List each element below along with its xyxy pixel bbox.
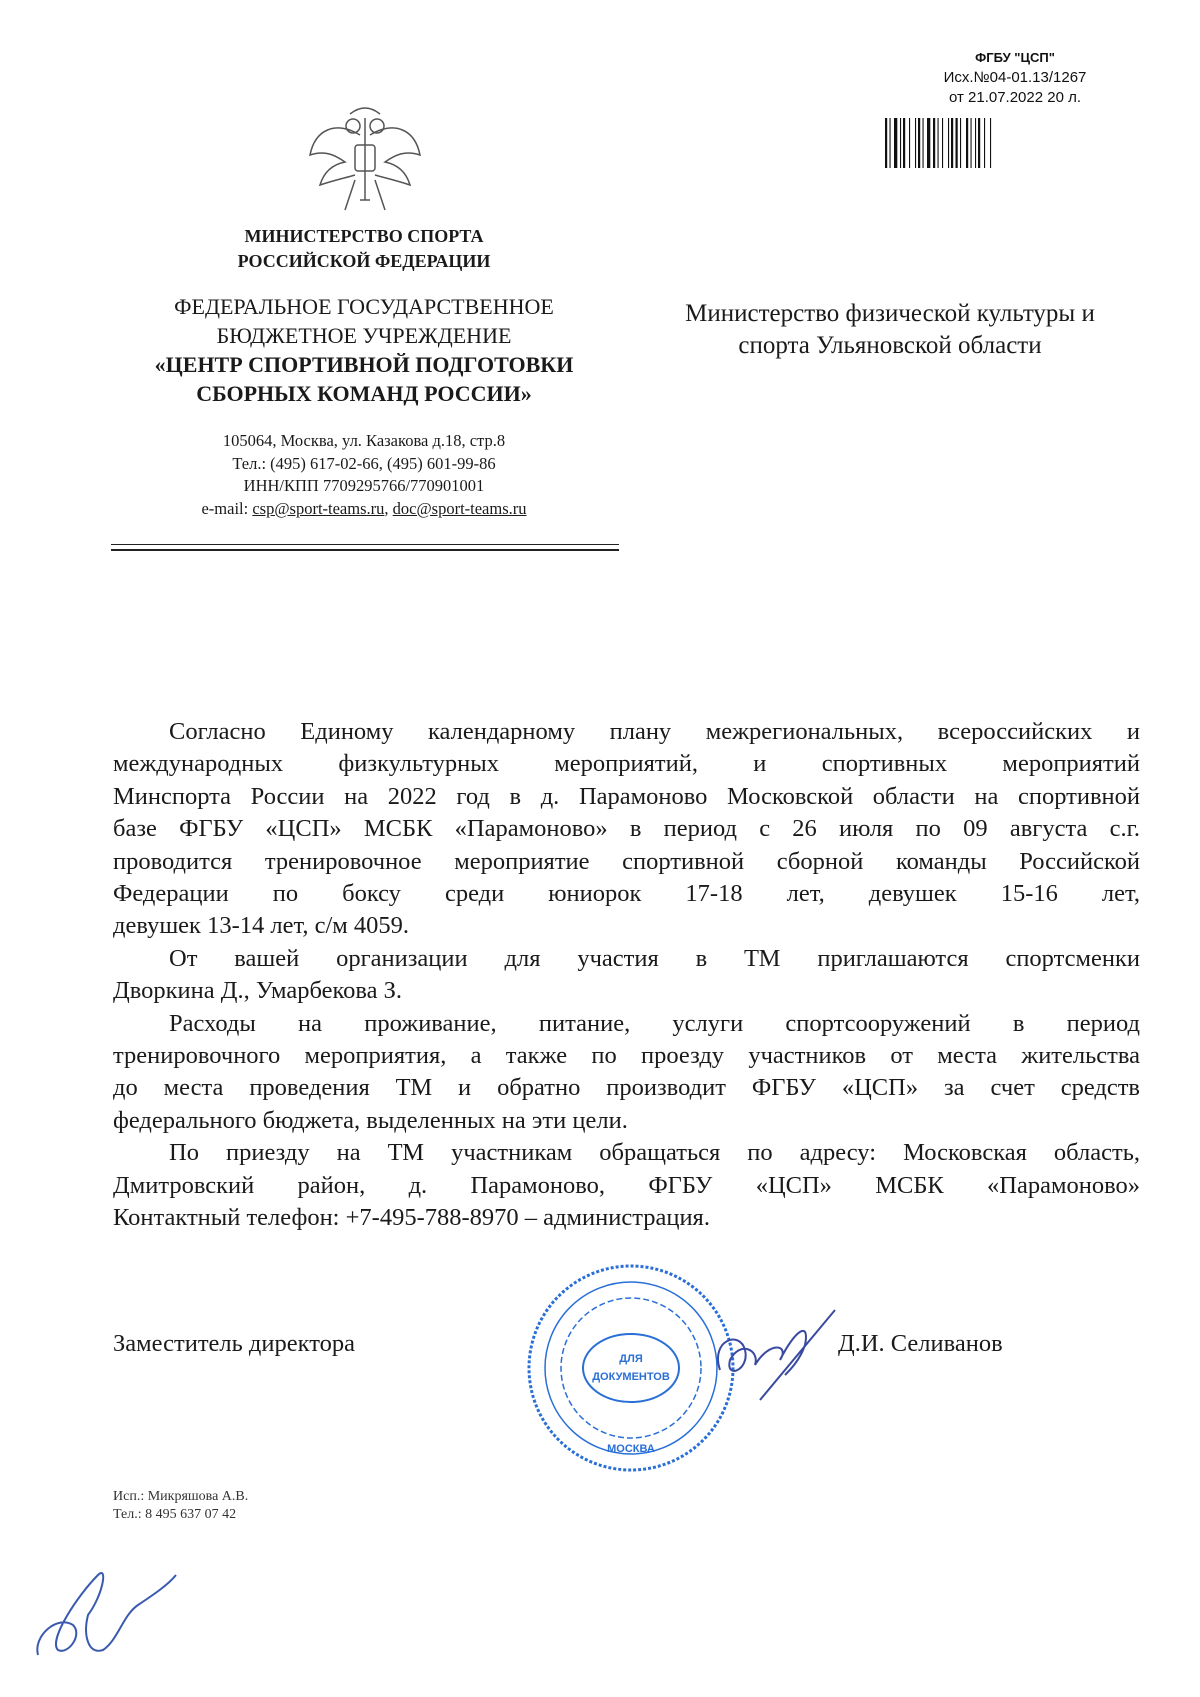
barcode-bar — [948, 118, 949, 168]
coat-of-arms-emblem — [305, 100, 425, 218]
barcode-bar — [933, 118, 935, 168]
registration-org: ФГБУ "ЦСП" — [975, 50, 1055, 65]
email-link-csp[interactable]: csp@sport-teams.ru — [252, 498, 385, 518]
org-name-line: СБОРНЫХ КОМАНД РОССИИ» — [196, 381, 532, 406]
barcode-bar — [918, 118, 920, 168]
body-line: Контактный телефон: +7-495-788-8970 – администрация. — [113, 1204, 710, 1232]
ministry-line: МИНИСТЕРСТВО СПОРТА — [244, 226, 484, 246]
recipient-line: спорта Ульяновской области — [738, 332, 1042, 359]
barcode-bar — [971, 118, 972, 168]
barcode-bar — [978, 118, 980, 168]
org-address: 105064, Москва, ул. Казакова д.18, стр.8 — [222, 431, 506, 450]
barcode-bar — [975, 118, 976, 168]
executor-name: Исп.: Микряшова А.В. — [113, 1489, 249, 1504]
org-name-line: «ЦЕНТР СПОРТИВНОЙ ПОДГОТОВКИ — [154, 352, 574, 377]
barcode-bar — [885, 118, 887, 168]
org-type-line: БЮДЖЕТНОЕ УЧРЕЖДЕНИЕ — [216, 323, 512, 348]
registration-stamp — [820, 48, 1200, 108]
org-type-line: ФЕДЕРАЛЬНОЕ ГОСУДАРСТВЕННОЕ — [174, 294, 554, 319]
body-line: тренировочного мероприятия, а также по проезду участников от места жительства — [113, 1042, 1140, 1070]
executor-info — [113, 1488, 248, 1524]
barcode-bar — [966, 118, 968, 168]
recipient-line: Министерство физической культуры и — [685, 300, 1095, 327]
barcode-bar — [927, 118, 930, 168]
seal-text: ДОКУМЕНТОВ — [592, 1371, 670, 1383]
org-email — [114, 498, 614, 521]
barcode-bar — [942, 118, 943, 168]
body-line: базе ФГБУ «ЦСП» МСБК «Парамоново» в период с 26 июля по 09 августа с.г. — [113, 815, 1140, 843]
organization-name — [114, 292, 614, 408]
executor-phone: Тел.: 8 495 637 07 42 — [113, 1507, 237, 1522]
barcode-bar — [960, 118, 961, 168]
barcode-bar — [923, 118, 924, 168]
barcode-bar — [990, 118, 991, 168]
barcode-bar — [909, 118, 910, 168]
barcode-bar — [938, 118, 939, 168]
seal-text: МОСКВА — [607, 1443, 655, 1455]
body-line: Расходы на проживание, питание, услуги спортсооружений в период — [169, 1009, 1140, 1037]
org-inn: ИНН/КПП 7709295766/770901001 — [243, 476, 485, 495]
barcode-bar — [903, 118, 905, 168]
body-line: От вашей организации для участия в ТМ приглашаются спортсменки — [169, 944, 1140, 972]
body-line: Федерации по боксу среди юниорок 17-18 лет, девушек 15-16 лет, — [113, 880, 1140, 908]
signer-position: Заместитель директора — [113, 1330, 355, 1357]
body-line: Дмитровский район, д. Парамоново, ФГБУ «ЦСП» МСБК «Парамоново» — [113, 1171, 1140, 1199]
barcode-bar — [951, 118, 953, 168]
ministry-line: РОССИЙСКОЙ ФЕДЕРАЦИИ — [237, 251, 491, 271]
header-divider — [111, 544, 619, 545]
org-contacts — [114, 430, 614, 520]
barcode-bar — [900, 118, 901, 168]
seal-text: ДЛЯ — [619, 1353, 643, 1365]
body-line: федерального бюджета, выделенных на эти цели. — [113, 1106, 628, 1134]
body-line: до места проведения ТМ и обратно производит ФГБУ «ЦСП» за счет средств — [113, 1074, 1140, 1102]
ministry-name — [164, 224, 564, 274]
email-link-doc[interactable]: doc@sport-teams.ru — [392, 498, 527, 518]
registration-date: от 21.07.2022 20 л. — [948, 89, 1082, 106]
barcode — [885, 118, 1030, 168]
header-divider — [111, 549, 619, 551]
outgoing-number: Исх.№04-01.13/1267 — [943, 69, 1087, 86]
body-line: По приезду на ТМ участникам обращаться по адресу: Московская область, — [169, 1139, 1140, 1167]
signer-name: Д.И. Селиванов — [838, 1330, 1003, 1357]
barcode-bar — [890, 118, 891, 168]
email-label: e-mail: — [201, 498, 253, 518]
barcode-bar — [894, 118, 897, 168]
recipient — [620, 298, 1160, 362]
email-separator: , — [384, 498, 393, 518]
body-line: Дворкина Д., Умарбекова З. — [113, 977, 403, 1005]
handwritten-initials — [28, 1555, 178, 1670]
handwritten-signature — [700, 1300, 840, 1410]
body-line: международных физкультурных мероприятий, и спортивных мероприятий — [113, 750, 1140, 778]
org-phone: Тел.: (495) 617-02-66, (495) 601-99-86 — [232, 453, 496, 473]
barcode-bar — [915, 118, 916, 168]
barcode-bar — [956, 118, 958, 168]
body-line: Согласно Единому календарному плану межрегиональных, всероссийских и — [169, 718, 1140, 745]
body-line: девушек 13-14 лет, с/м 4059. — [113, 912, 410, 940]
body-line: проводится тренировочное мероприятие спортивной сборной команды Российской — [113, 847, 1140, 875]
barcode-bar — [984, 118, 985, 168]
body-line: Минспорта России на 2022 год в д. Парамоново Московской области на спортивной — [113, 782, 1140, 810]
letter-body — [113, 716, 1140, 1235]
